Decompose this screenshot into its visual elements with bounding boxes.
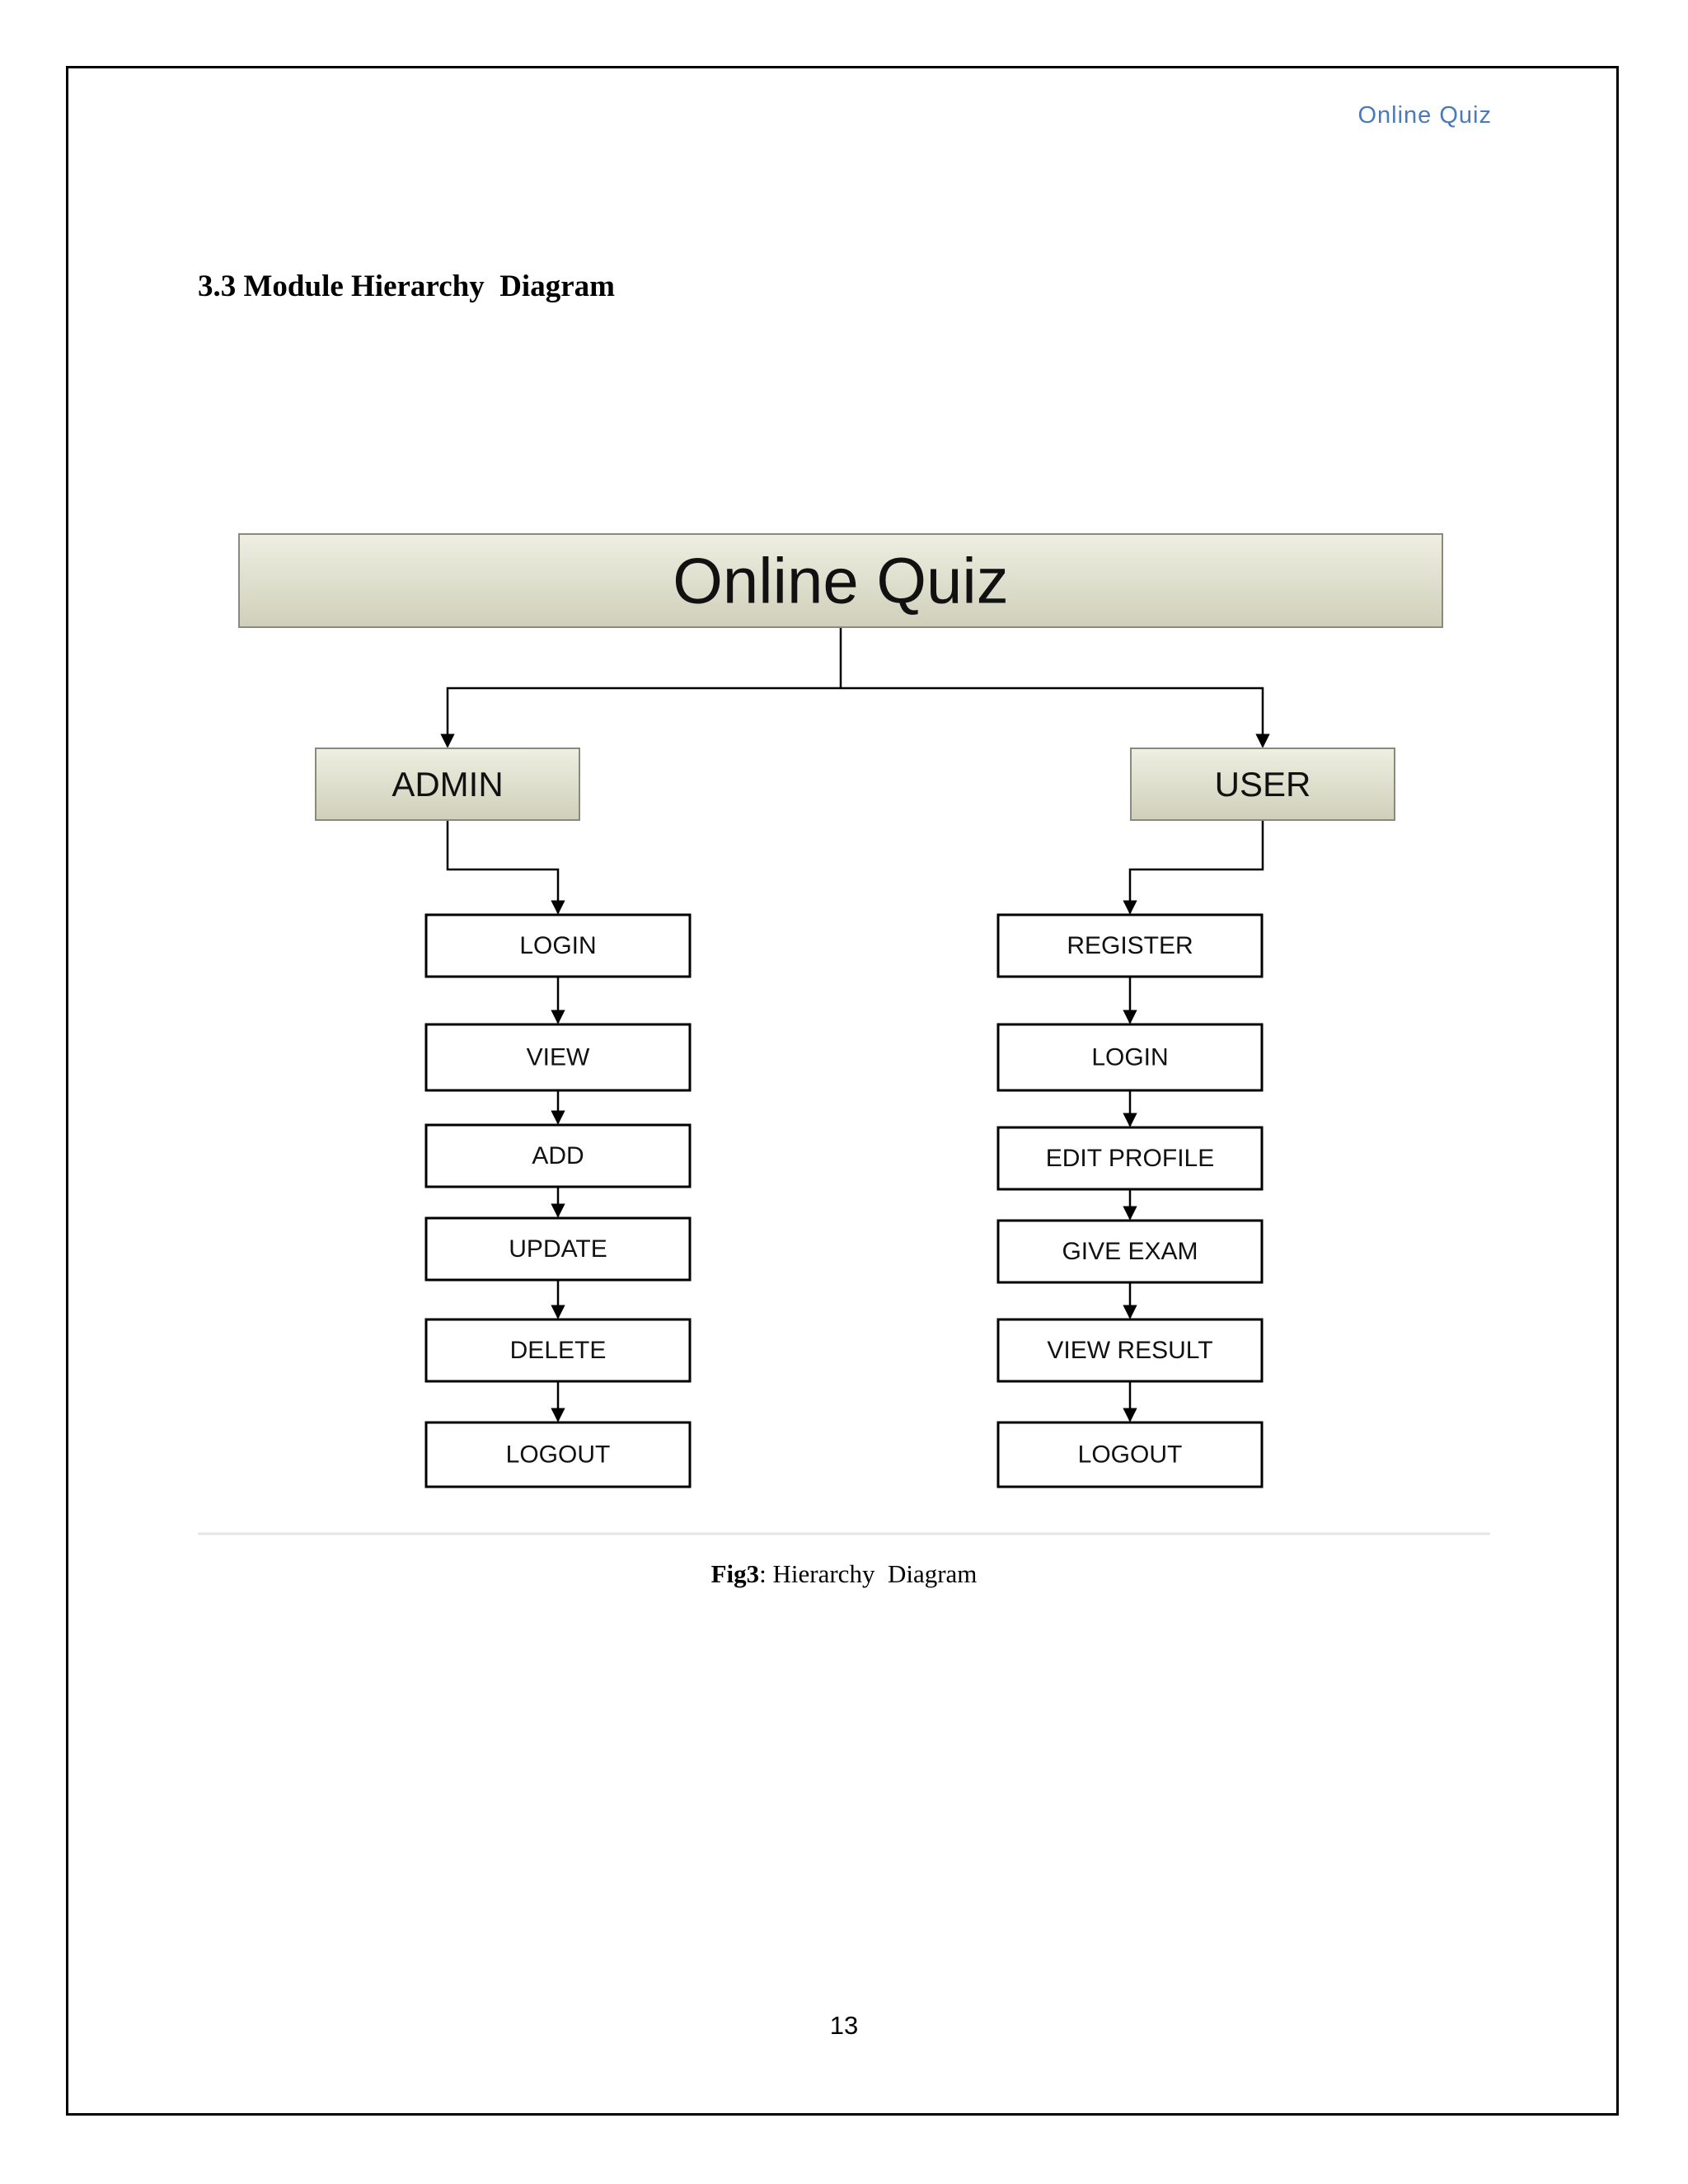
user-step-view-result (998, 1319, 1262, 1381)
admin-step-update-label: UPDATE (509, 1235, 607, 1263)
diagram-canvas (198, 522, 1490, 1535)
user-step-view-result-label: VIEW RESULT (1047, 1337, 1213, 1364)
root-module-online-quiz (239, 534, 1442, 627)
user-step-edit-profile (998, 1127, 1262, 1189)
admin-step-logout (426, 1422, 690, 1487)
user-step-login-label: LOGIN (1091, 1043, 1169, 1071)
admin-step-login (426, 915, 690, 977)
admin-step-view (426, 1024, 690, 1090)
user-step-edit-profile-label: EDIT PROFILE (1045, 1145, 1215, 1172)
admin-step-add-label: ADD (532, 1142, 584, 1169)
module-user-label: USER (1214, 765, 1311, 804)
module-admin (316, 748, 579, 820)
figure-caption-text: : Hierarchy Diagram (759, 1559, 978, 1588)
admin-step-add (426, 1125, 690, 1187)
running-header: Online Quiz (1357, 102, 1492, 129)
figure-caption (0, 1559, 1688, 1589)
admin-step-update (426, 1218, 690, 1280)
module-hierarchy-diagram (198, 522, 1490, 1535)
user-step-give-exam (998, 1221, 1262, 1282)
section-heading: 3.3 Module Hierarchy Diagram (198, 269, 615, 303)
module-user (1131, 748, 1395, 820)
user-step-give-exam-label: GIVE EXAM (1062, 1238, 1198, 1265)
page-number: 13 (829, 2011, 859, 2040)
user-step-register (998, 915, 1262, 977)
admin-step-delete-label: DELETE (509, 1337, 607, 1364)
module-admin-label: ADMIN (392, 765, 504, 804)
figure-label: Fig3 (710, 1559, 760, 1588)
user-step-logout-label: LOGOUT (1077, 1441, 1183, 1469)
user-step-logout (998, 1422, 1262, 1487)
user-step-login (998, 1024, 1262, 1090)
user-step-register-label: REGISTER (1067, 932, 1193, 959)
admin-step-login-label: LOGIN (519, 932, 597, 959)
admin-step-delete (426, 1319, 690, 1381)
root-module-online-quiz-label: Online Quiz (673, 544, 1009, 617)
admin-step-view-label: VIEW (526, 1043, 590, 1071)
admin-step-logout-label: LOGOUT (505, 1441, 611, 1469)
